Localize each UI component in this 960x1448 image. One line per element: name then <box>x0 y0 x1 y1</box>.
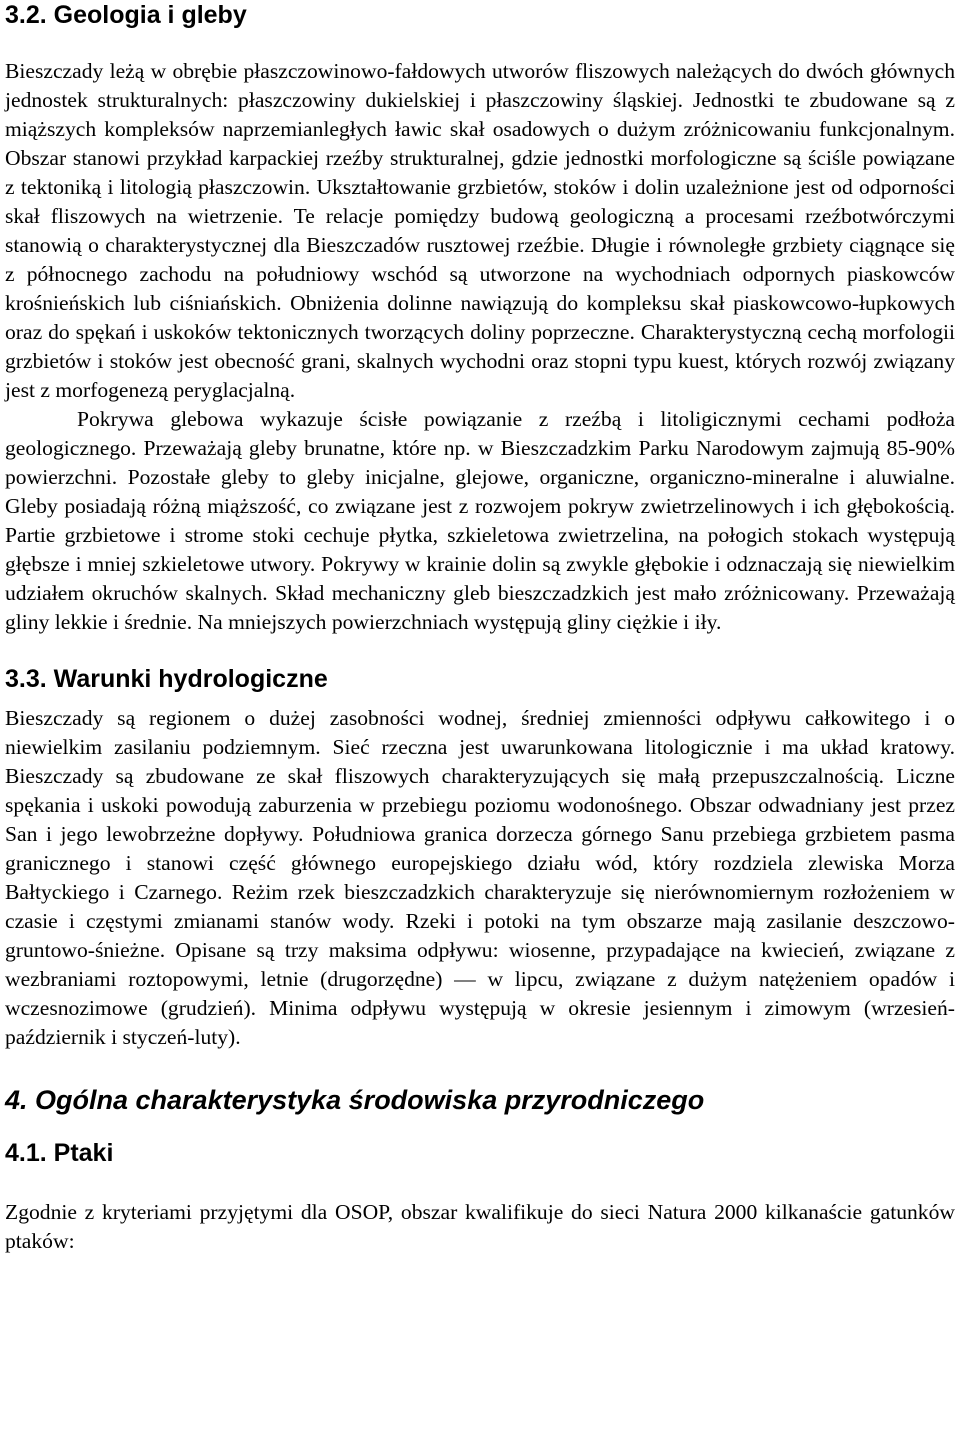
paragraph-hydrology-1: Bieszczady są regionem o dużej zasobności wodnej, średniej zmienności odpływu całkowitego i o niewielkim zasilaniu podziemnym. Sieć rzeczna jest uwarunkowana litologicznie i ma układ kratowy. Bieszczady są zbudowane ze skał fliszowych charakteryzujących się małą przepuszczalnością. Liczne spękania i uskoki powodują zaburzenia w przebiegu poziomu wodonośnego. Obszar odwadniany jest przez San i jego lewobrzeżne dopływy. Południowa granica dorzecza górnego Sanu przebiega grzbietem pasma granicznego i stanowi część głównego europejskiego działu wód, który rozdziela zlewiska Morza Bałtyckiego i Czarnego. Reżim rzek bieszczadzkich charakteryzuje się nierównomiernym rozłożeniem w czasie i częstymi zmianami stanów wody. Rzeki i potoki na tym obszarze mają zasilanie deszczowo-gruntowo-śnieżne. Opisane są trzy maksima odpływu: wiosenne, przypadające na kwiecień, związane z wezbraniami roztopowymi, letnie (drugorzędne) — w lipcu, związane z dużym natężeniem opadów i wczesnozimowe (grudzień). Minima odpływu występują w okresie jesiennym i zimowym (wrzesień-październik i styczeń-luty). <box>5 706 955 1049</box>
paragraph-birds-1: Zgodnie z kryteriami przyjętymi dla OSOP, obszar kwalifikuje do sieci Natura 2000 kilkanaście gatunków ptaków: <box>5 1200 955 1253</box>
document-page <box>5 0 955 1256</box>
section-heading-geology: 3.2. Geologia i gleby <box>5 1 247 29</box>
paragraph-geology-1: Bieszczady leżą w obrębie płaszczowinowo-fałdowych utworów fliszowych należących do dwóch głównych jednostek strukturalnych: płaszczowiny dukielskiej i płaszczowiny śląskiej. Jednostki te zbudowane są z miąższych kompleksów naprzemianległych ławic skał osadowych o dużym zróżnicowaniu funkcjonalnym. Obszar stanowi przykład karpackiej rzeźby strukturalnej, gdzie jednostki morfologiczne są ściśle powiązane z tektoniką i litologią płaszczowin. Ukształtowanie grzbietów, stoków i dolin uzależnione jest od odporności skał fliszowych na wietrzenie. Te relacje pomiędzy budową geologiczną a procesami rzeźbotwórczymi stanowią o charakterystycznej dla Bieszczadów rusztowej rzeźbie. Długie i równoległe grzbiety ciągnące się z północnego zachodu na południowy wschód są utworzone na wychodniach odpornych piaskowców krośnieńskich lub ciśniańskich. Obniżenia dolinne nawiązują do kompleksu skał piaskowcowo-łupkowych oraz do spękań i uskoków tektonicznych tworzących doliny poprzeczne. Charakterystyczną cechą morfologii grzbietów i stoków jest obecność grani, skalnych wychodni oraz stopni typu kuest, których rozwój związany jest z morfogenezą peryglacjalną. <box>5 59 955 402</box>
section-heading-hydrology: 3.3. Warunki hydrologiczne <box>5 665 328 693</box>
section-heading-birds: 4.1. Ptaki <box>5 1139 114 1167</box>
paragraph-geology-2: Pokrywa glebowa wykazuje ścisłe powiązanie z rzeźbą i litoligicznymi cechami podłoża geologicznego. Przeważają gleby brunatne, które np. w Bieszczadzkim Parku Narodowym zajmują 85-90% powierzchni. Pozostałe gleby to gleby inicjalne, glejowe, organiczne, organiczno-mineralne i aluwialne. Gleby posiadają różną miąższość, co związane jest z rozwojem pokryw zwietrzelinowych i ich głębokością. Partie grzbietowe i strome stoki cechuje płytka, szkieletowa zwietrzelina, na połogich stokach występują głębsze i mniej szkieletowe utwory. Pokrywy w krainie dolin są zwykle głębokie i odznaczają się niewielkim udziałem okruchów skalnych. Skład mechaniczny gleb bieszczadzkich jest mało zróżnicowany. Przeważają gliny lekkie i średnie. Na mniejszych powierzchniach występują gliny ciężkie i iły. <box>5 407 955 634</box>
chapter-heading: 4. Ogólna charakterystyka środowiska przyrodniczego <box>5 1085 705 1115</box>
